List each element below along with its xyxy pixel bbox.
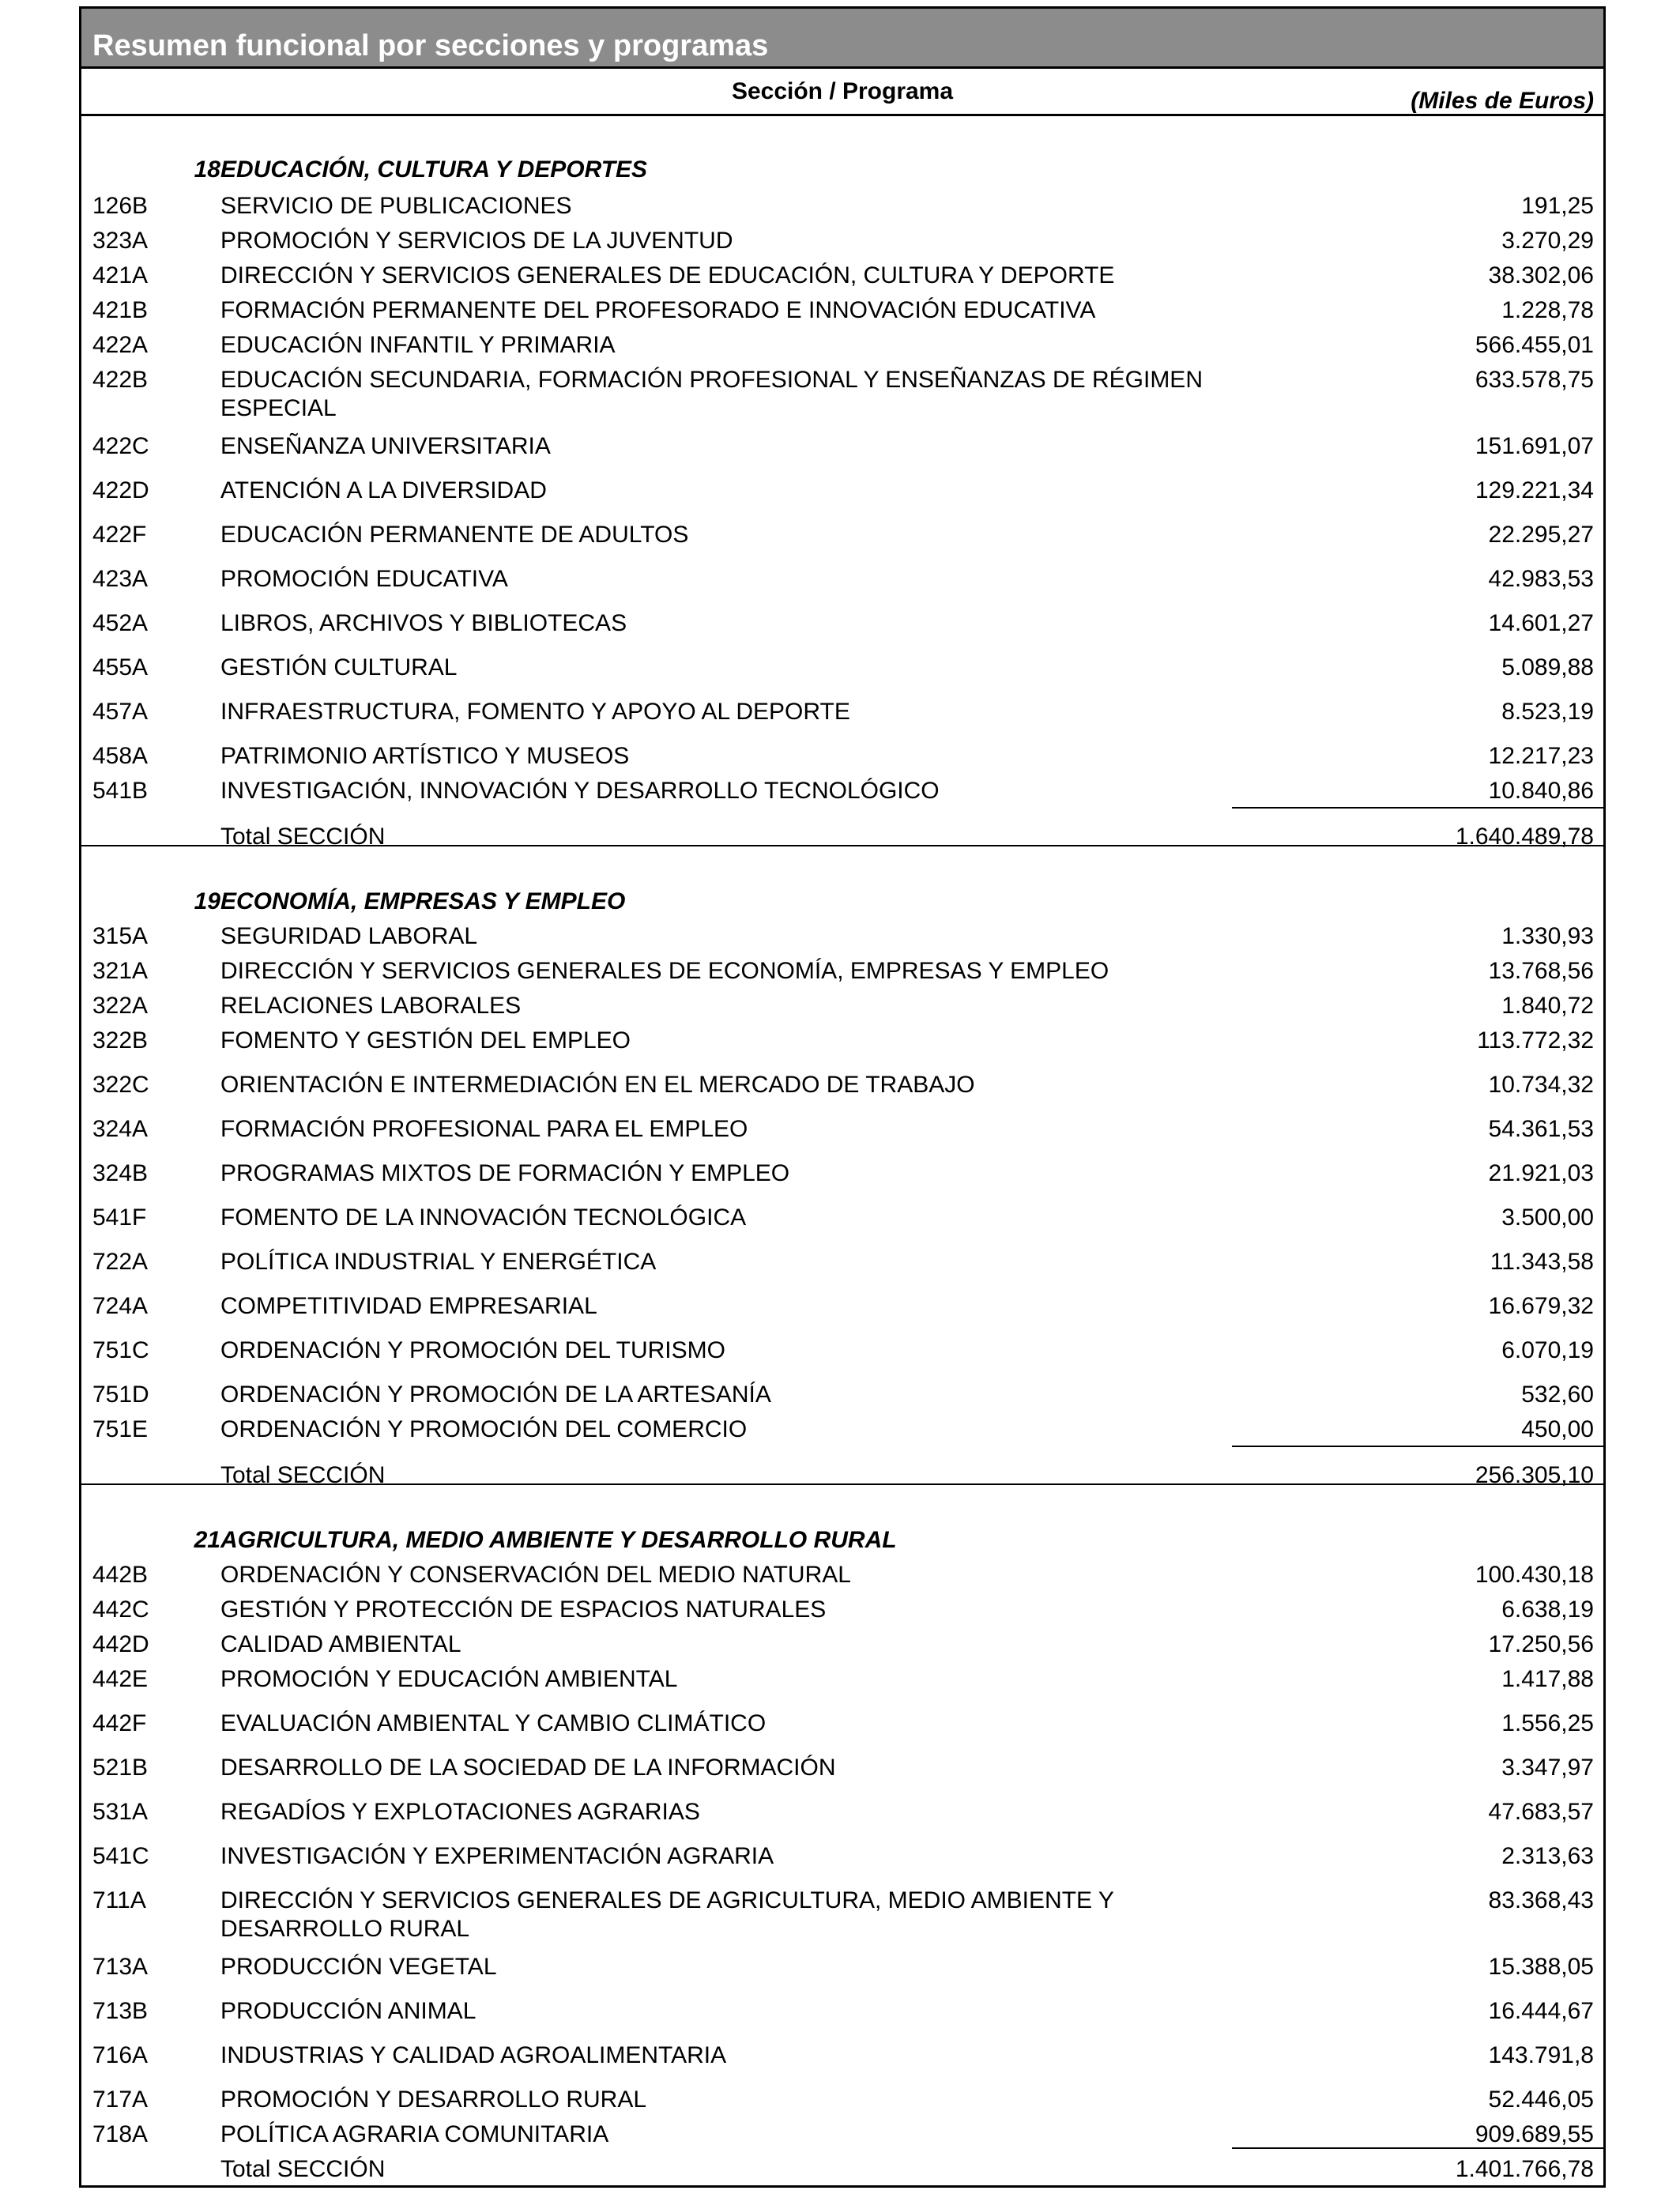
total-value: 1.640.489,78 bbox=[1455, 824, 1594, 850]
program-name: ORDENACIÓN Y PROMOCIÓN DE LA ARTESANÍA bbox=[220, 1382, 771, 1408]
section-separator bbox=[81, 1483, 1603, 1485]
program-value: 17.250,56 bbox=[1488, 1631, 1594, 1657]
section-number: 18 bbox=[194, 156, 220, 183]
program-code: 422C bbox=[92, 433, 149, 459]
total-value: 256.305,10 bbox=[1475, 1462, 1594, 1488]
program-code: 751E bbox=[92, 1416, 149, 1442]
program-name: ATENCIÓN A LA DIVERSIDAD bbox=[220, 477, 547, 503]
program-code: 718A bbox=[92, 2121, 149, 2147]
program-name: GESTIÓN Y PROTECCIÓN DE ESPACIOS NATURALES bbox=[220, 1596, 827, 1623]
column-header-row bbox=[81, 69, 1603, 116]
program-code: 322B bbox=[92, 1027, 149, 1054]
program-code: 713B bbox=[92, 1998, 149, 2024]
program-value: 12.217,23 bbox=[1488, 743, 1594, 769]
total-value: 1.401.766,78 bbox=[1455, 2156, 1594, 2182]
program-code: 324B bbox=[92, 1160, 149, 1186]
program-name: SEGURIDAD LABORAL bbox=[220, 923, 478, 949]
program-value: 566.455,01 bbox=[1475, 332, 1594, 358]
program-value: 5.089,88 bbox=[1501, 654, 1594, 680]
program-value: 1.556,25 bbox=[1501, 1710, 1594, 1736]
program-value: 633.578,75 bbox=[1475, 367, 1594, 393]
program-name: DIRECCIÓN Y SERVICIOS GENERALES DE AGRICULTURA, MEDIO AMBIENTE Y DESARROLLO RURAL bbox=[220, 1887, 1114, 1942]
program-code: 421B bbox=[92, 297, 149, 323]
program-code: 541B bbox=[92, 778, 149, 804]
program-code: 751C bbox=[92, 1337, 149, 1363]
column-header-section-program: Sección / Programa bbox=[731, 78, 954, 104]
program-value: 3.347,97 bbox=[1501, 1755, 1594, 1781]
program-code: 421A bbox=[92, 262, 149, 288]
program-code: 321A bbox=[92, 958, 149, 984]
program-code: 422F bbox=[92, 522, 147, 548]
program-value: 6.070,19 bbox=[1501, 1337, 1594, 1363]
title-bar bbox=[81, 9, 1603, 69]
program-value: 532,60 bbox=[1521, 1382, 1594, 1408]
program-name: PRODUCCIÓN ANIMAL bbox=[220, 1998, 477, 2024]
program-code: 521B bbox=[92, 1755, 149, 1781]
program-value: 3.500,00 bbox=[1501, 1204, 1594, 1231]
program-name: POLÍTICA AGRARIA COMUNITARIA bbox=[220, 2121, 609, 2147]
program-value: 42.983,53 bbox=[1488, 566, 1594, 592]
total-rule bbox=[1232, 2147, 1603, 2149]
program-name: INDUSTRIAS Y CALIDAD AGROALIMENTARIA bbox=[220, 2042, 727, 2068]
program-code: 541C bbox=[92, 1843, 149, 1869]
program-code: 126B bbox=[92, 193, 149, 219]
program-name: ORDENACIÓN Y PROMOCIÓN DEL COMERCIO bbox=[220, 1416, 748, 1442]
program-name: EDUCACIÓN PERMANENTE DE ADULTOS bbox=[220, 522, 689, 548]
program-value: 14.601,27 bbox=[1488, 610, 1594, 636]
program-value: 16.679,32 bbox=[1488, 1293, 1594, 1319]
budget-table bbox=[79, 6, 1606, 2188]
program-name: REGADÍOS Y EXPLOTACIONES AGRARIAS bbox=[220, 1799, 700, 1825]
section-number: 19 bbox=[194, 888, 220, 914]
page-title: Resumen funcional por secciones y programas bbox=[92, 29, 769, 62]
program-value: 83.368,43 bbox=[1488, 1887, 1594, 1913]
program-code: 711A bbox=[92, 1887, 146, 1913]
program-code: 422B bbox=[92, 367, 149, 393]
program-value: 52.446,05 bbox=[1488, 2087, 1594, 2113]
total-rule bbox=[1232, 1446, 1603, 1447]
program-name: INVESTIGACIÓN, INNOVACIÓN Y DESARROLLO TECNOLÓGICO bbox=[220, 778, 940, 804]
program-name: FORMACIÓN PERMANENTE DEL PROFESORADO E INNOVACIÓN EDUCATIVA bbox=[220, 297, 1096, 323]
program-code: 442B bbox=[92, 1562, 149, 1588]
program-value: 1.840,72 bbox=[1501, 993, 1594, 1019]
program-value: 1.417,88 bbox=[1501, 1666, 1594, 1692]
program-value: 1.330,93 bbox=[1501, 923, 1594, 949]
program-value: 6.638,19 bbox=[1501, 1596, 1594, 1623]
program-name: CALIDAD AMBIENTAL bbox=[220, 1631, 461, 1657]
program-value: 11.343,58 bbox=[1490, 1249, 1594, 1275]
program-code: 442C bbox=[92, 1596, 149, 1623]
program-name: EVALUACIÓN AMBIENTAL Y CAMBIO CLIMÁTICO bbox=[220, 1710, 767, 1736]
program-name: FOMENTO Y GESTIÓN DEL EMPLEO bbox=[220, 1027, 631, 1054]
program-code: 458A bbox=[92, 743, 149, 769]
program-code: 751D bbox=[92, 1382, 149, 1408]
total-label: Total SECCIÓN bbox=[220, 1462, 386, 1488]
program-name: PROGRAMAS MIXTOS DE FORMACIÓN Y EMPLEO bbox=[220, 1160, 790, 1186]
program-code: 713A bbox=[92, 1954, 149, 1980]
program-code: 422A bbox=[92, 332, 149, 358]
program-name: DIRECCIÓN Y SERVICIOS GENERALES DE ECONOMÍA, EMPRESAS Y EMPLEO bbox=[220, 958, 1109, 984]
program-code: 717A bbox=[92, 2087, 149, 2113]
program-code: 442E bbox=[92, 1666, 149, 1692]
program-value: 143.791,8 bbox=[1488, 2042, 1594, 2068]
program-code: 322A bbox=[92, 993, 149, 1019]
program-value: 13.768,56 bbox=[1488, 958, 1594, 984]
program-value: 450,00 bbox=[1521, 1416, 1594, 1442]
program-name: PATRIMONIO ARTÍSTICO Y MUSEOS bbox=[220, 743, 630, 769]
program-name: PROMOCIÓN Y DESARROLLO RURAL bbox=[220, 2087, 647, 2113]
section-name: EDUCACIÓN, CULTURA Y DEPORTES bbox=[220, 156, 648, 183]
program-code: 452A bbox=[92, 610, 149, 636]
program-name: COMPETITIVIDAD EMPRESARIAL bbox=[220, 1293, 597, 1319]
program-name: RELACIONES LABORALES bbox=[220, 993, 522, 1019]
program-name: PROMOCIÓN Y EDUCACIÓN AMBIENTAL bbox=[220, 1666, 678, 1692]
total-rule bbox=[1232, 807, 1603, 809]
total-label: Total SECCIÓN bbox=[220, 2156, 386, 2182]
program-name: PROMOCIÓN Y SERVICIOS DE LA JUVENTUD bbox=[220, 228, 733, 254]
section-name: AGRICULTURA, MEDIO AMBIENTE Y DESARROLLO RURAL bbox=[220, 1527, 897, 1553]
program-value: 47.683,57 bbox=[1488, 1799, 1594, 1825]
program-value: 113.772,32 bbox=[1477, 1027, 1594, 1054]
program-name: GESTIÓN CULTURAL bbox=[220, 654, 458, 680]
program-value: 21.921,03 bbox=[1488, 1160, 1594, 1186]
program-code: 722A bbox=[92, 1249, 149, 1275]
program-code: 423A bbox=[92, 566, 149, 592]
program-name: ORDENACIÓN Y CONSERVACIÓN DEL MEDIO NATURAL bbox=[220, 1562, 851, 1588]
program-code: 442D bbox=[92, 1631, 149, 1657]
program-name: ORIENTACIÓN E INTERMEDIACIÓN EN EL MERCADO DE TRABAJO bbox=[220, 1072, 975, 1098]
section-number: 21 bbox=[194, 1527, 220, 1553]
program-value: 15.388,05 bbox=[1488, 1954, 1594, 1980]
program-code: 457A bbox=[92, 699, 149, 725]
program-name: EDUCACIÓN INFANTIL Y PRIMARIA bbox=[220, 332, 616, 358]
program-name: FORMACIÓN PROFESIONAL PARA EL EMPLEO bbox=[220, 1116, 748, 1142]
program-name: POLÍTICA INDUSTRIAL Y ENERGÉTICA bbox=[220, 1249, 657, 1275]
program-code: 422D bbox=[92, 477, 149, 503]
program-name: DIRECCIÓN Y SERVICIOS GENERALES DE EDUCACIÓN, CULTURA Y DEPORTE bbox=[220, 262, 1115, 288]
program-value: 10.840,86 bbox=[1488, 778, 1594, 804]
program-value: 2.313,63 bbox=[1501, 1843, 1594, 1869]
program-code: 442F bbox=[92, 1710, 147, 1736]
program-value: 16.444,67 bbox=[1488, 1998, 1594, 2024]
program-value: 38.302,06 bbox=[1488, 262, 1594, 288]
units-label: (Miles de Euros) bbox=[1411, 88, 1594, 114]
program-code: 324A bbox=[92, 1116, 149, 1142]
program-name: DESARROLLO DE LA SOCIEDAD DE LA INFORMACIÓN bbox=[220, 1755, 836, 1781]
program-code: 724A bbox=[92, 1293, 149, 1319]
section-separator bbox=[81, 845, 1603, 846]
program-name: ENSEÑANZA UNIVERSITARIA bbox=[220, 433, 551, 459]
program-name: PRODUCCIÓN VEGETAL bbox=[220, 1954, 497, 1980]
program-code: 455A bbox=[92, 654, 149, 680]
program-value: 1.228,78 bbox=[1501, 297, 1594, 323]
program-value: 8.523,19 bbox=[1501, 699, 1594, 725]
program-name: SERVICIO DE PUBLICACIONES bbox=[220, 193, 572, 219]
program-code: 531A bbox=[92, 1799, 149, 1825]
program-name: LIBROS, ARCHIVOS Y BIBLIOTECAS bbox=[220, 610, 627, 636]
program-code: 716A bbox=[92, 2042, 149, 2068]
program-code: 541F bbox=[92, 1204, 147, 1231]
program-name: INFRAESTRUCTURA, FOMENTO Y APOYO AL DEPORTE bbox=[220, 699, 850, 725]
program-name: EDUCACIÓN SECUNDARIA, FORMACIÓN PROFESIONAL Y ENSEÑANZAS DE RÉGIMEN ESPECIAL bbox=[220, 367, 1203, 421]
program-name: PROMOCIÓN EDUCATIVA bbox=[220, 566, 508, 592]
program-value: 3.270,29 bbox=[1501, 228, 1594, 254]
program-code: 322C bbox=[92, 1072, 149, 1098]
program-name: INVESTIGACIÓN Y EXPERIMENTACIÓN AGRARIA bbox=[220, 1843, 774, 1869]
program-value: 54.361,53 bbox=[1488, 1116, 1594, 1142]
total-label: Total SECCIÓN bbox=[220, 824, 386, 850]
program-value: 100.430,18 bbox=[1475, 1562, 1594, 1588]
program-value: 909.689,55 bbox=[1475, 2121, 1594, 2147]
program-code: 323A bbox=[92, 228, 149, 254]
program-name: ORDENACIÓN Y PROMOCIÓN DEL TURISMO bbox=[220, 1337, 725, 1363]
program-value: 191,25 bbox=[1521, 193, 1594, 219]
program-code: 315A bbox=[92, 923, 149, 949]
program-name: FOMENTO DE LA INNOVACIÓN TECNOLÓGICA bbox=[220, 1204, 747, 1231]
program-value: 151.691,07 bbox=[1475, 433, 1594, 459]
section-name: ECONOMÍA, EMPRESAS Y EMPLEO bbox=[220, 888, 626, 914]
program-value: 129.221,34 bbox=[1475, 477, 1594, 503]
program-value: 22.295,27 bbox=[1488, 522, 1594, 548]
program-value: 10.734,32 bbox=[1488, 1072, 1594, 1098]
